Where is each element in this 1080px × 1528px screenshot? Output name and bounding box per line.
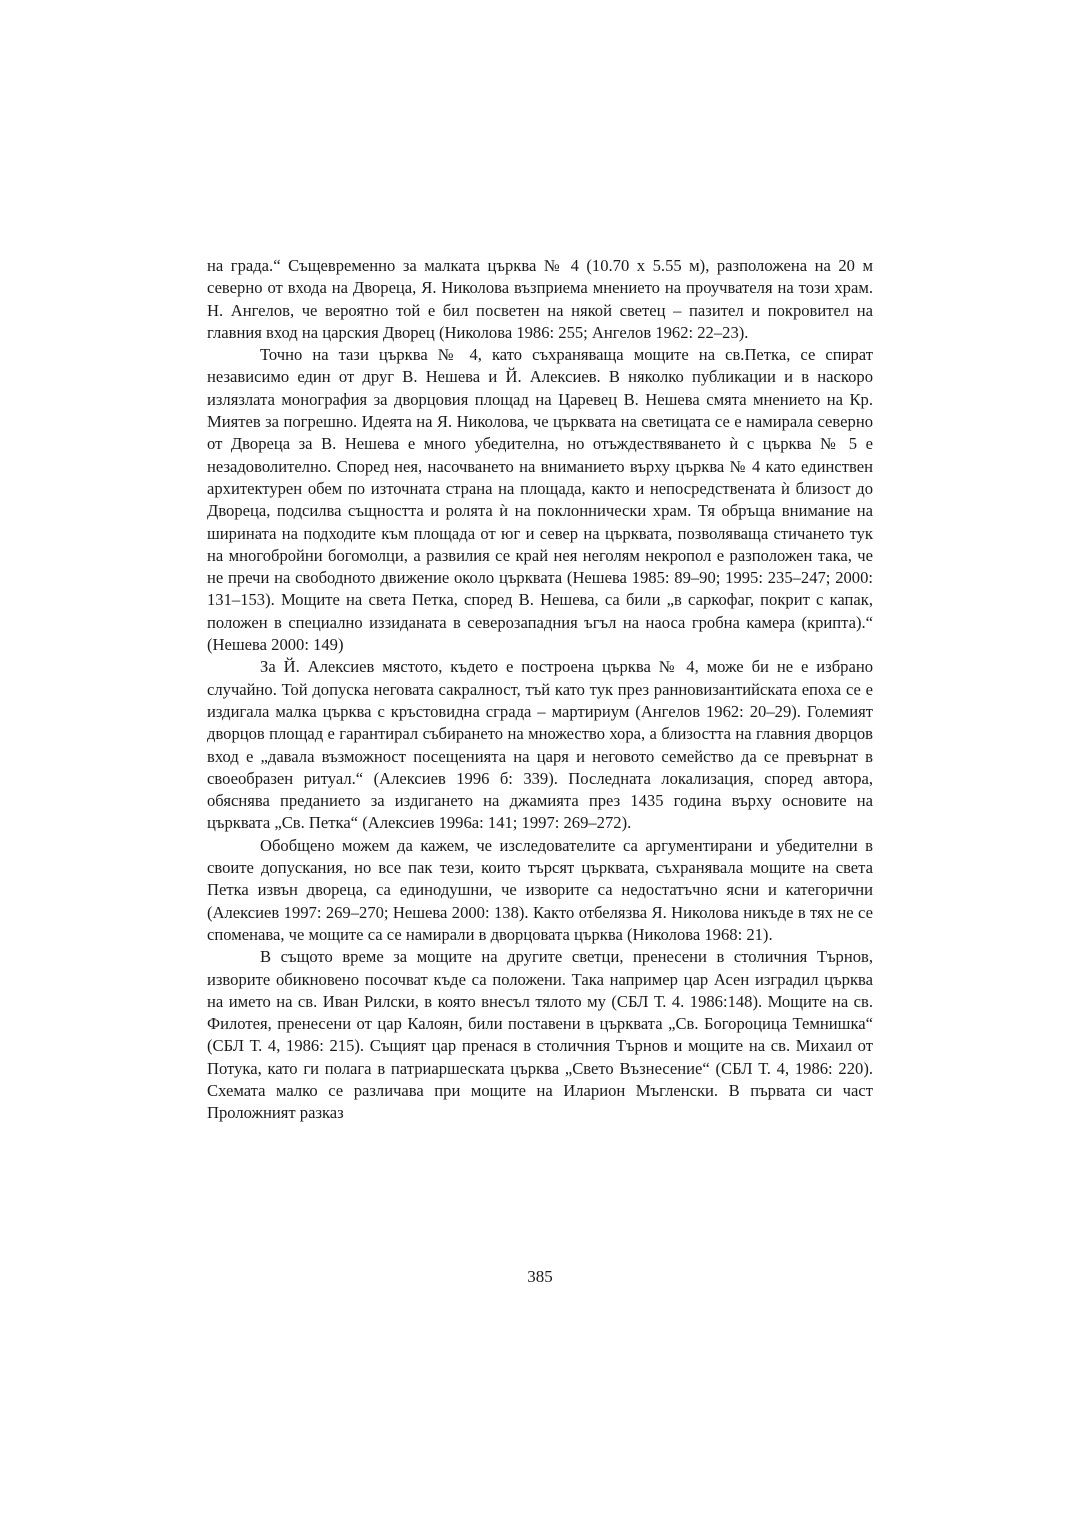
paragraph-2: Точно на тази църква № 4, като съхраняваща мощите на св.Петка, се спират независимо един от друг В. Нешева и Й. Алексиев. В няколко публикации и в наскоро излязлата монография за дворцовия площад на Царевец В. Нешева смята мнението на Кр. Миятев за погрешно. Идеята на Я. Николова, че църквата на светицата се е намирала северно от Двореца за В. Нешева е много убедителна, но отъждествяването ѝ с църква № 5 е незадоволително. Според нея, насочването на вниманието върху църква № 4 като единствен архитектурен обем по източната страна на площада, както и непосредствената ѝ близост до Двореца, подсилва същността и ролята ѝ на поклоннически храм. Тя обръща внимание на ширината на подходите към площада от юг и север на църквата, позволяваща стичането тук на многобройни богомолци, а развилия се край нея неголям некропол е разположен така, че не пречи на свободното движение около църквата (Нешева 1985: 89–90; 1995: 235–247; 2000: 131–153). Мощите на света Петка, според В. Нешева, са били „в саркофаг, покрит с капак, положен в специално иззиданата в северозападния ъгъл на наоса гробна камера (крипта).“ (Нешева 2000: 149)	[207, 345, 873, 655]
body-text	[207, 255, 873, 1125]
page-number: 385	[527, 1267, 553, 1286]
paragraph-4: Обобщено можем да кажем, че изследователите са аргументирани и убедителни в своите допускания, но все пак тези, които търсят църквата, съхранявала мощите на света Петка извън двореца, са единодушни, че изворите са недостатъчно ясни и категорични (Алексиев 1997: 269–270; Нешева 2000: 138). Както отбелязва Я. Николова никъде в тях не се споменава, че мощите са се намирали в дворцовата църква (Николова 1968: 21).	[207, 835, 873, 944]
paragraph-3: За Й. Алексиев мястото, където е построена църква № 4, може би не е избрано случайно. Той допуска неговата сакралност, тъй като тук през ранновизантийската епоха се е издигала малка църква с кръстовидна сграда – мартириум (Ангелов 1962: 20–29). Големият дворцов площад е гарантирал събирането на множество хора, а близостта на главния дворцов вход е „давала възможност посещенията на царя и неговото семейство да се превърнат в своеобразен ритуал.“ (Алексиев 1996 б: 339). Последната локализация, според автора, обяснява преданието за издигането на джамията през 1435 година върху основите на църквата „Св. Петка“ (Алексиев 1996а: 141; 1997: 269–272).	[207, 657, 873, 833]
paragraph-1: на града.“ Същевременно за малката църква № 4 (10.70 x 5.55 м), разположена на 20 м северно от входа на Двореца, Я. Николова възприема мнението на проучвателя на този храм. Н. Ангелов, че вероятно той е бил посветен на някой светец – пазител и покровител на главния вход на царския Дворец (Николова 1986: 255; Ангелов 1962: 22–23).	[207, 256, 873, 342]
paragraph-5: В същото време за мощите на другите светци, пренесени в столичния Търнов, изворите обикновено посочват къде са положени. Така например цар Асен изградил църква на името на св. Иван Рилски, в която внесъл тялото му (СБЛ Т. 4. 1986:148). Мощите на св. Филотея, пренесени от цар Калоян, били поставени в църквата „Св. Богороцица Темнишка“ (СБЛ Т. 4, 1986: 215). Същият цар пренася в столичния Търнов и мощите на св. Михаил от Потука, като ги полага в патриаршеската църква „Свето Възнесение“ (СБЛ Т. 4, 1986: 220). Схемата малко се различава при мощите на Иларион Мъгленски. В първата си част Проложният разказ	[207, 947, 873, 1123]
